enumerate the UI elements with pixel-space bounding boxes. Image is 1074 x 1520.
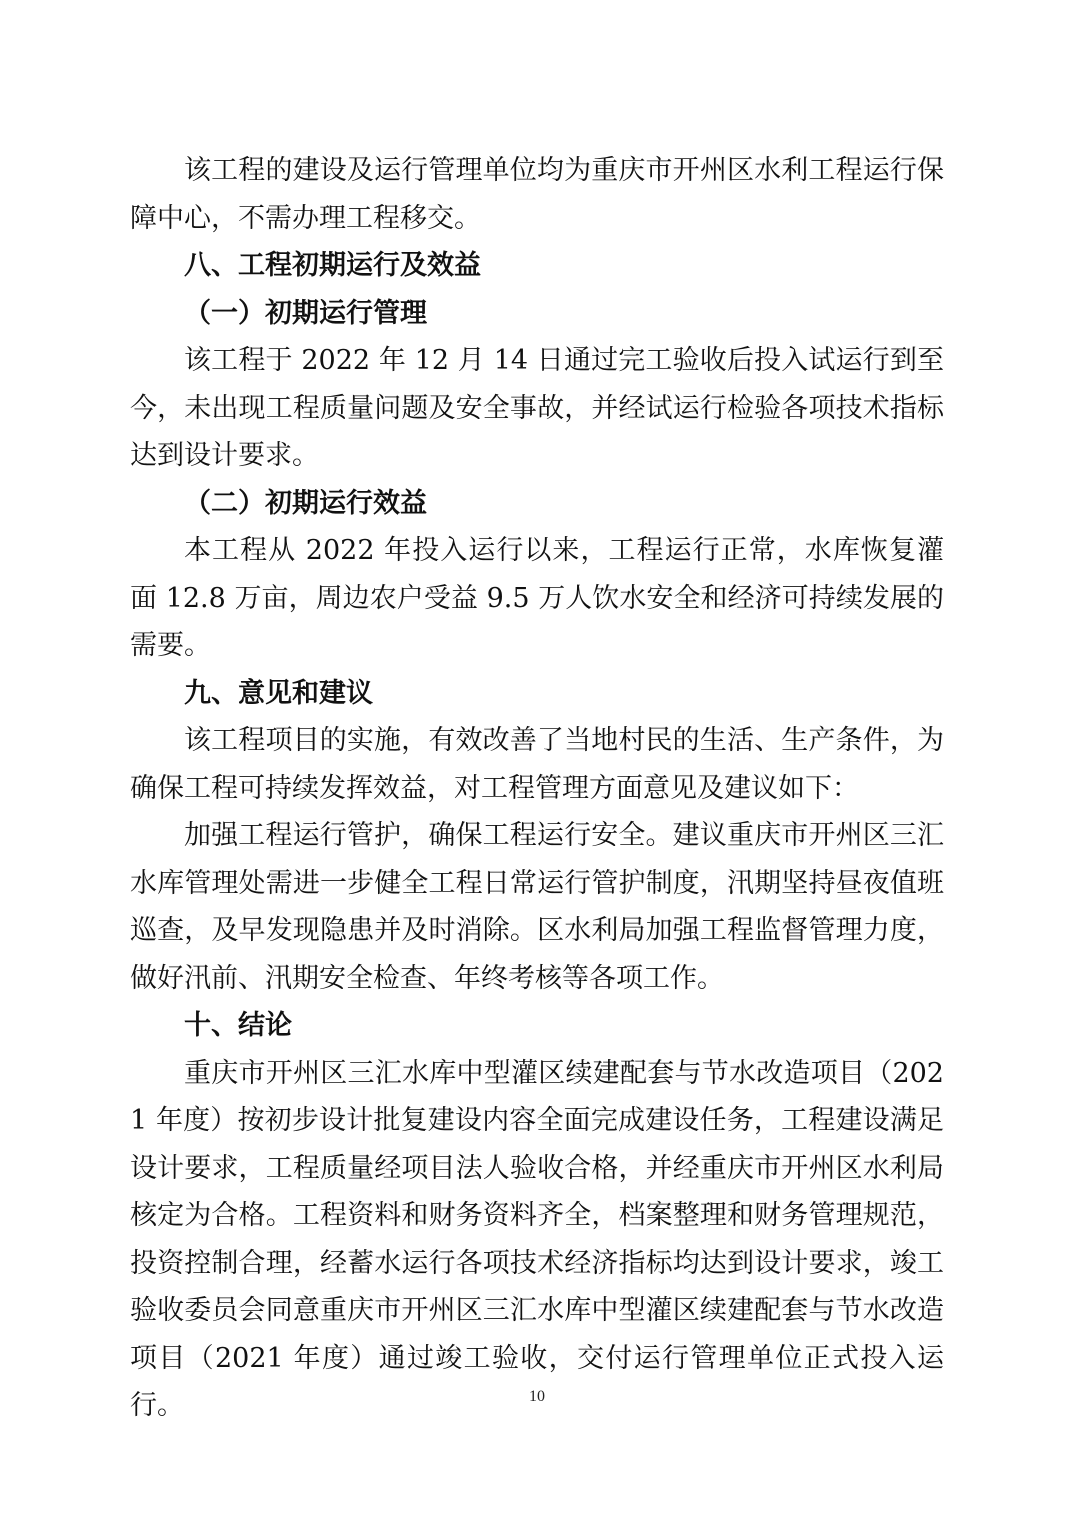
paragraph-operation-benefit: 本工程从 2022 年投入运行以来，工程运行正常，水库恢复灌面 12.8 万亩，周边农户受益 9.5 万人饮水安全和经济可持续发展的需要。 <box>130 535 944 661</box>
section-heading-8: 八、工程初期运行及效益 <box>184 250 481 281</box>
section-heading-9: 九、意见和建议 <box>184 677 373 709</box>
document-body <box>130 147 944 1430</box>
paragraph-suggestions-detail: 加强工程运行管护，确保工程运行安全。建议重庆市开州区三汇水库管理处需进一步健全工程日常运行管护制度，汛期坚持昼夜值班巡查，及早发现隐患并及时消除。区水利局加强工程监督管理力度，做好汛前、汛期安全检查、年终考核等各项工作。 <box>130 820 944 994</box>
paragraph-suggestions-intro: 该工程项目的实施，有效改善了当地村民的生活、生产条件，为确保工程可持续发挥效益，对工程管理方面意见及建议如下： <box>130 725 944 804</box>
subsection-heading-operation-management: （一）初期运行管理 <box>184 297 427 329</box>
page-number: 10 <box>529 1388 545 1405</box>
subsection-heading-operation-benefit: （二）初期运行效益 <box>184 487 427 519</box>
paragraph-operation-management: 该工程于 2022 年 12 月 14 日通过完工验收后投入试运行到至今，未出现工程质量问题及安全事故，并经试运行检验各项技术指标达到设计要求。 <box>130 345 944 471</box>
paragraph-conclusion: 重庆市开州区三汇水库中型灌区续建配套与节水改造项目（2021 年度）按初步设计批复建设内容全面完成建设任务，工程建设满足设计要求，工程质量经项目法人验收合格，并经重庆市开州区水利局核定为合格。工程资料和财务资料齐全，档案整理和财务管理规范，投资控制合理，经蓄水运行各项技术经济指标均达到设计要求，竣工验收委员会同意重庆市开州区三汇水库中型灌区续建配套与节水改造项目（2021 年度）通过竣工验收，交付运行管理单位正式投入运行。 <box>130 1057 944 1421</box>
section-heading-10: 十、结论 <box>184 1010 292 1041</box>
paragraph-handover: 该工程的建设及运行管理单位均为重庆市开州区水利工程运行保障中心，不需办理工程移交。 <box>130 155 944 234</box>
